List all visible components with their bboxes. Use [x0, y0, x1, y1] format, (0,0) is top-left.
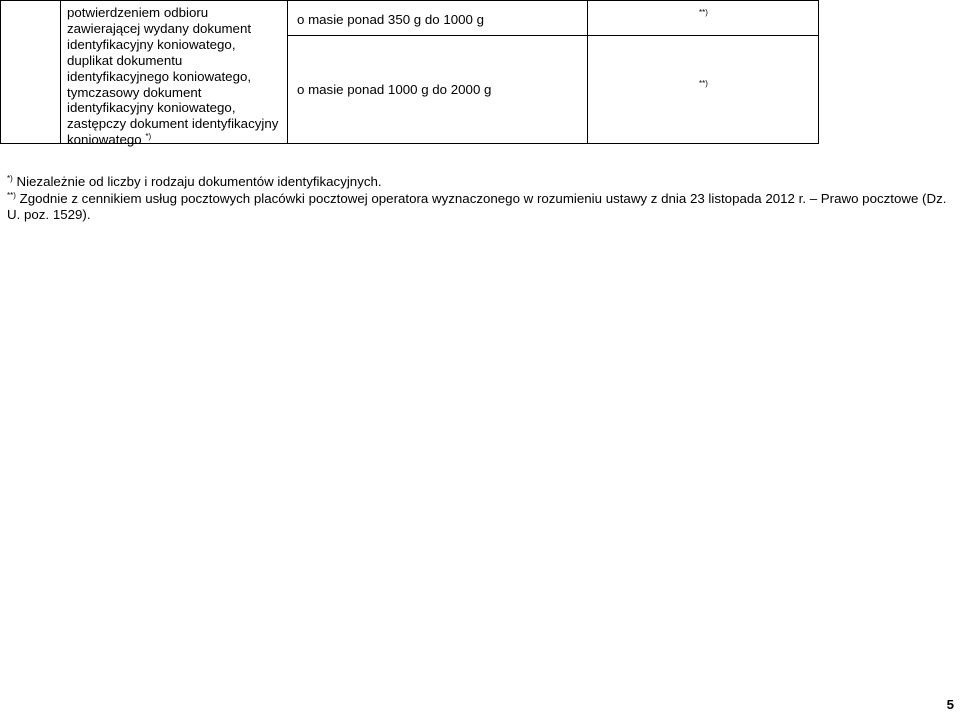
table-index-cell: [0, 0, 61, 144]
footnote-2: [7, 191, 960, 223]
price-footnote-mark-1: **): [699, 8, 708, 17]
document-description-cell: [61, 0, 288, 148]
footnote-text-2: Zgodnie z cennikiem usług pocztowych placówki pocztowej operatora wyznaczonego w rozumieniu ustawy z dnia 23 listopada 2012 r. – Prawo pocztowe (Dz. U. poz. 1529).: [7, 191, 947, 222]
price-cell-2: [587, 35, 819, 144]
description-line: identyfikacyjny koniowatego,: [67, 36, 236, 52]
weight-range-1: o masie ponad 350 g do 1000 g: [297, 12, 485, 27]
description-line: potwierdzeniem odbioru: [67, 5, 209, 20]
fee-table: [0, 0, 819, 148]
weight-cell-2: [288, 35, 588, 144]
footnote-mark-2: **): [7, 191, 16, 200]
footnote-text-1: Niezależnie od liczby i rodzaju dokumentów identyfikacyjnych.: [16, 174, 382, 189]
price-cell-1: [587, 0, 819, 36]
description-line: zastępczy dokument identyfikacyjny: [67, 116, 279, 132]
description-line: identyfikacyjny koniowatego,: [67, 100, 236, 116]
description-line: identyfikacyjnego koniowatego,: [67, 68, 252, 84]
description-line-text: koniowatego: [67, 132, 142, 148]
description-line-last: [67, 132, 287, 148]
footnote-1: [7, 174, 960, 190]
document-description: [67, 5, 287, 148]
footnote-reference: *): [145, 132, 152, 142]
weight-range-2: o masie ponad 1000 g do 2000 g: [297, 82, 492, 97]
price-footnote-mark-2: **): [699, 79, 708, 88]
weight-cell-1: [288, 0, 588, 36]
description-line: tymczasowy dokument: [67, 84, 202, 100]
footnote-mark-1: *): [7, 174, 13, 183]
description-line: duplikat dokumentu: [67, 52, 183, 68]
footnotes: [7, 174, 960, 223]
page-number: 5: [946, 697, 954, 712]
description-line: zawierającej wydany dokument: [67, 20, 252, 36]
